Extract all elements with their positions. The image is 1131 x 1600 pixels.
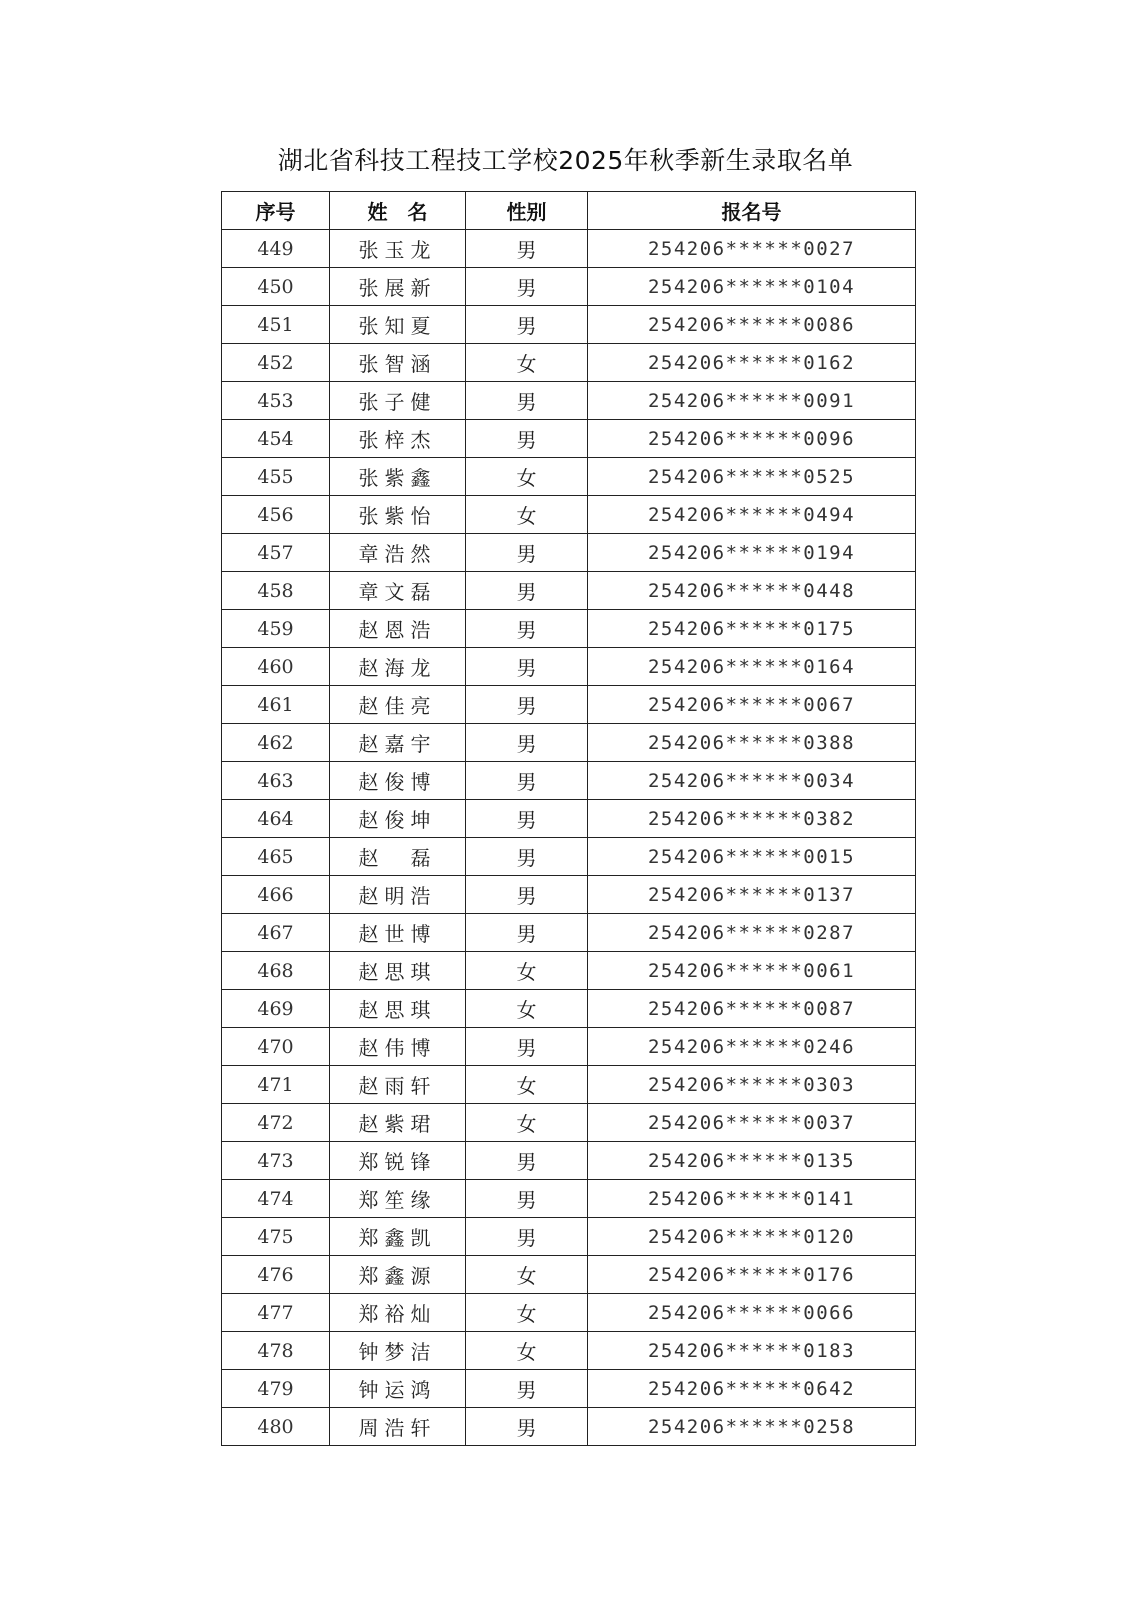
regno-cell: 254206******0061 [588,952,916,990]
table-row [222,800,916,838]
seq-cell: 452 [222,344,330,382]
name-cell: 赵紫珺 [330,1104,466,1142]
seq-cell: 450 [222,268,330,306]
table-row [222,838,916,876]
regno-cell: 254206******0246 [588,1028,916,1066]
table-row [222,230,916,268]
gender-cell: 男 [466,420,588,458]
table-row [222,990,916,1028]
regno-cell: 254206******0086 [588,306,916,344]
gender-cell: 女 [466,1294,588,1332]
table-row [222,876,916,914]
name-cell: 赵思琪 [330,952,466,990]
seq-cell: 474 [222,1180,330,1218]
seq-cell: 470 [222,1028,330,1066]
regno-cell: 254206******0027 [588,230,916,268]
name-cell: 赵海龙 [330,648,466,686]
regno-cell: 254206******0096 [588,420,916,458]
table-row [222,648,916,686]
seq-cell: 449 [222,230,330,268]
gender-cell: 男 [466,1180,588,1218]
gender-cell: 男 [466,1218,588,1256]
seq-cell: 479 [222,1370,330,1408]
table-row [222,724,916,762]
gender-cell: 男 [466,800,588,838]
regno-cell: 254206******0642 [588,1370,916,1408]
gender-cell: 男 [466,610,588,648]
table-row [222,952,916,990]
name-cell: 章浩然 [330,534,466,572]
column-header-seq: 序号 [222,192,330,230]
seq-cell: 451 [222,306,330,344]
regno-cell: 254206******0066 [588,1294,916,1332]
column-header-gender: 性别 [466,192,588,230]
table-row [222,1028,916,1066]
regno-cell: 254206******0525 [588,458,916,496]
seq-cell: 464 [222,800,330,838]
regno-cell: 254206******0067 [588,686,916,724]
name-cell: 郑鑫源 [330,1256,466,1294]
name-cell: 郑锐锋 [330,1142,466,1180]
table-row [222,686,916,724]
gender-cell: 女 [466,344,588,382]
name-cell: 张展新 [330,268,466,306]
seq-cell: 456 [222,496,330,534]
table-row [222,1218,916,1256]
gender-cell: 男 [466,268,588,306]
seq-cell: 453 [222,382,330,420]
seq-cell: 472 [222,1104,330,1142]
name-cell: 郑鑫凯 [330,1218,466,1256]
column-header-regno: 报名号 [588,192,916,230]
gender-cell: 男 [466,1028,588,1066]
table-row [222,458,916,496]
regno-cell: 254206******0175 [588,610,916,648]
table-row [222,382,916,420]
name-cell: 郑裕灿 [330,1294,466,1332]
gender-cell: 男 [466,724,588,762]
gender-cell: 男 [466,838,588,876]
gender-cell: 女 [466,990,588,1028]
seq-cell: 478 [222,1332,330,1370]
table-row [222,268,916,306]
gender-cell: 女 [466,1256,588,1294]
regno-cell: 254206******0141 [588,1180,916,1218]
name-cell: 郑笙缘 [330,1180,466,1218]
seq-cell: 473 [222,1142,330,1180]
seq-cell: 460 [222,648,330,686]
table-row [222,496,916,534]
name-cell: 赵世博 [330,914,466,952]
regno-cell: 254206******0135 [588,1142,916,1180]
gender-cell: 男 [466,1408,588,1446]
name-cell: 赵伟博 [330,1028,466,1066]
name-cell: 张子健 [330,382,466,420]
table-row [222,610,916,648]
regno-cell: 254206******0382 [588,800,916,838]
gender-cell: 男 [466,534,588,572]
gender-cell: 女 [466,1332,588,1370]
table-body [222,230,916,1446]
table-row [222,534,916,572]
gender-cell: 男 [466,1370,588,1408]
gender-cell: 男 [466,306,588,344]
seq-cell: 462 [222,724,330,762]
regno-cell: 254206******0388 [588,724,916,762]
seq-cell: 468 [222,952,330,990]
table-row [222,1370,916,1408]
table-row [222,306,916,344]
column-header-name: 姓 名 [330,192,466,230]
document-title: 湖北省科技工程技工学校2025年秋季新生录取名单 [277,146,854,175]
regno-cell: 254206******0104 [588,268,916,306]
seq-cell: 459 [222,610,330,648]
name-cell: 张紫怡 [330,496,466,534]
name-cell: 钟运鸿 [330,1370,466,1408]
gender-cell: 男 [466,686,588,724]
gender-cell: 男 [466,230,588,268]
regno-cell: 254206******0120 [588,1218,916,1256]
admission-roster-table [221,191,916,1446]
regno-cell: 254206******0287 [588,914,916,952]
seq-cell: 463 [222,762,330,800]
table-row [222,1408,916,1446]
name-cell: 张紫鑫 [330,458,466,496]
seq-cell: 480 [222,1408,330,1446]
seq-cell: 457 [222,534,330,572]
seq-cell: 471 [222,1066,330,1104]
gender-cell: 男 [466,914,588,952]
seq-cell: 454 [222,420,330,458]
name-cell: 赵恩浩 [330,610,466,648]
seq-cell: 466 [222,876,330,914]
seq-cell: 461 [222,686,330,724]
regno-cell: 254206******0164 [588,648,916,686]
name-cell: 赵雨轩 [330,1066,466,1104]
seq-cell: 465 [222,838,330,876]
name-cell: 张知夏 [330,306,466,344]
name-cell: 赵思琪 [330,990,466,1028]
gender-cell: 男 [466,648,588,686]
table-row [222,914,916,952]
gender-cell: 女 [466,952,588,990]
table-row [222,1104,916,1142]
gender-cell: 女 [466,1066,588,1104]
seq-cell: 476 [222,1256,330,1294]
name-cell: 张梓杰 [330,420,466,458]
regno-cell: 254206******0176 [588,1256,916,1294]
regno-cell: 254206******0037 [588,1104,916,1142]
gender-cell: 男 [466,382,588,420]
regno-cell: 254206******0494 [588,496,916,534]
table-row [222,762,916,800]
table-row [222,1142,916,1180]
regno-cell: 254206******0091 [588,382,916,420]
name-cell: 赵俊坤 [330,800,466,838]
table-row [222,1256,916,1294]
gender-cell: 女 [466,1104,588,1142]
name-cell: 章文磊 [330,572,466,610]
seq-cell: 467 [222,914,330,952]
regno-cell: 254206******0015 [588,838,916,876]
name-cell: 赵 磊 [330,838,466,876]
name-cell: 赵明浩 [330,876,466,914]
table-row [222,1294,916,1332]
regno-cell: 254206******0194 [588,534,916,572]
gender-cell: 女 [466,458,588,496]
seq-cell: 455 [222,458,330,496]
name-cell: 赵俊博 [330,762,466,800]
name-cell: 赵嘉宇 [330,724,466,762]
table-header-row [222,192,916,230]
regno-cell: 254206******0183 [588,1332,916,1370]
regno-cell: 254206******0034 [588,762,916,800]
table-row [222,1332,916,1370]
name-cell: 张玉龙 [330,230,466,268]
table-row [222,344,916,382]
name-cell: 钟梦洁 [330,1332,466,1370]
name-cell: 赵佳亮 [330,686,466,724]
gender-cell: 女 [466,496,588,534]
gender-cell: 男 [466,876,588,914]
gender-cell: 男 [466,1142,588,1180]
seq-cell: 475 [222,1218,330,1256]
name-cell: 张智涵 [330,344,466,382]
gender-cell: 男 [466,762,588,800]
regno-cell: 254206******0162 [588,344,916,382]
seq-cell: 469 [222,990,330,1028]
regno-cell: 254206******0137 [588,876,916,914]
regno-cell: 254206******0087 [588,990,916,1028]
regno-cell: 254206******0303 [588,1066,916,1104]
gender-cell: 男 [466,572,588,610]
name-cell: 周浩轩 [330,1408,466,1446]
table-row [222,420,916,458]
table-row [222,1180,916,1218]
seq-cell: 477 [222,1294,330,1332]
regno-cell: 254206******0258 [588,1408,916,1446]
table-row [222,572,916,610]
table-row [222,1066,916,1104]
regno-cell: 254206******0448 [588,572,916,610]
seq-cell: 458 [222,572,330,610]
